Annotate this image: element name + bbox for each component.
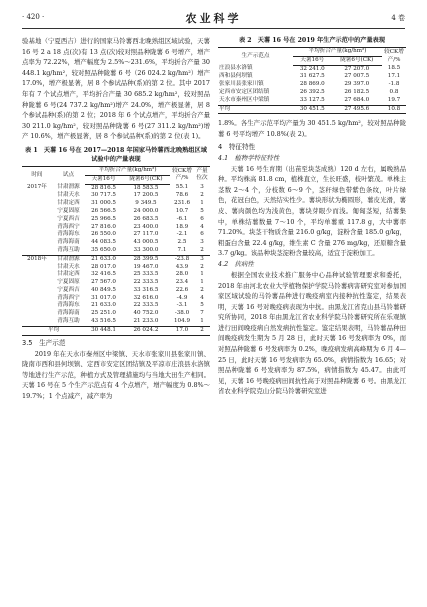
- table-cell: 33 316.5: [133, 286, 159, 293]
- table-cell: -1.8: [388, 81, 400, 88]
- table-cell: 青海互助: [57, 246, 80, 253]
- table-cell: 231.6: [173, 200, 190, 207]
- table-row: [22, 295, 210, 303]
- table-cell: 平均: [218, 105, 293, 114]
- table-cell: [22, 216, 52, 224]
- table-cell: 5: [200, 207, 204, 214]
- t1-col-rank: 产量位次: [196, 167, 208, 182]
- table-cell: 35 650.0: [91, 246, 116, 253]
- t1-col-tianshu16: 天薯16号: [85, 175, 122, 184]
- paragraph-botanical-traits: 天薯 16 号生育期（出苗至块茎成熟）120 d 左右，属晚熟品种。平均株高 81.8 cm，植株直立，生长旺盛，枝叶繁茂。单株主茎数 2～4 个，分枝数 6～9 个，茎秆绿色带紫色条纹，叶片绿色，花冠白色，天然结实性少。薯块形状为椭圆形，薯皮光滑，薯皮、薯肉颜色均为浅黄色，薯块芽眼少而浅。匍匐茎短，结薯集中，单株结薯数量 7～10 个，平均单薯重 117.8 g，大中薯率 71.20%。块茎干物质含量 216.0 g/kg，淀粉含量 185.0 g/kg，粗蛋白含量 22.4 g/kg，维生素 C 含量 276 mg/kg，还原糖含量 3.7 g/kg。该品种块茎淀粉含量较高，适宜于淀粉加工。: [218, 164, 406, 258]
- table-row: [22, 247, 210, 255]
- table-cell: 天水市秦州区中梁镇: [219, 96, 270, 103]
- t1-col-site: 试点: [62, 171, 75, 178]
- table-cell: 21 233.0: [133, 318, 159, 325]
- table-cell: 宁夏西吉: [57, 215, 80, 222]
- table-row: [22, 239, 210, 247]
- table-row: [22, 302, 210, 310]
- table-cell: 甘肃定西: [57, 200, 80, 207]
- table-cell: 31 017.0: [91, 294, 116, 301]
- table-cell: 29 397.0: [344, 81, 370, 88]
- table1-yield: [22, 166, 210, 336]
- table-cell: 31 627.5: [299, 73, 325, 80]
- table-cell: -23.8: [170, 255, 194, 263]
- table-cell: 1: [200, 318, 204, 325]
- table-cell: 1: [200, 200, 204, 207]
- table-cell: 26 550.0: [91, 231, 116, 238]
- table-cell: 2.5: [177, 239, 187, 246]
- table-row: [218, 97, 406, 105]
- table-cell: 3: [200, 184, 204, 191]
- table-cell: 30 448.1: [85, 326, 122, 335]
- t1-col-increase: 较CK增产/%: [172, 167, 192, 182]
- table-cell: 张家川县张家川镇: [219, 81, 264, 88]
- table-cell: 4: [200, 294, 204, 301]
- table-cell: 10.8: [382, 105, 406, 114]
- table-cell: 5: [200, 302, 204, 309]
- table-cell: 19.7: [387, 96, 401, 103]
- table-cell: 30 717.5: [91, 192, 116, 199]
- table-cell: 40 752.0: [133, 310, 159, 317]
- table-cell: 2018年: [22, 255, 52, 263]
- table-cell: 7: [200, 310, 204, 317]
- paragraph-disease-resistance: 根据全国农业技术推广服务中心品种试验管理要求和委托，2018 年由河北农业大学植物保护学院马铃薯病害研究室对参加国家区域试验的马铃薯品种进行晚疫病室内接种抗性鉴定，结果表明，天薯 16 号对晚疫病表现为中抗。由黑龙江省克山县马铃薯研究所协同，2018 年由黑龙江省农业科学院马铃薯研究所在乐观镇进行田间晚疫病自然发病抗性鉴定。鉴定结果表明，马铃薯品种田间晚疫病发生期为 5 月 28 日，此时天薯 16 号发病率为 0%，而对照品种陇薯 6 号发病率为 0.2%，晚疫病发病高峰期为 6 月 4—25 日，此时天薯 16 号发病率为 65.0%，病情指数为 16.65；对照品种陇薯 6 号发病率为 87.5%，病情指数为 45.47。由此可见，天薯 16 号晚疫病田间抗性高于对照品种陇薯 6 号。由黑龙江省农业科学院克山分院马铃薯研究室进: [218, 270, 406, 396]
- table-cell: -3.1: [176, 302, 188, 309]
- table-row: [22, 264, 210, 272]
- table-row: [22, 192, 210, 200]
- table-cell: 2: [200, 286, 204, 293]
- table-cell: 27 495.6: [332, 105, 382, 114]
- section-3-5-heading: 3.5 生产示范: [22, 338, 66, 347]
- table-cell: 27 567.0: [91, 279, 116, 286]
- table-cell: 33 127.5: [299, 96, 325, 103]
- table1-average-row: [22, 326, 210, 335]
- table-cell: 2: [194, 326, 210, 335]
- table-row: [22, 318, 210, 326]
- table-row: [22, 184, 210, 192]
- table-cell: 10.7: [175, 207, 189, 214]
- paragraph-demonstration-cont: 1.8%。各生产示范平均产量为 30 451.5 kg/hm²，较对照品种陇薯 6 号平均增产 10.8%(表 2)。: [218, 119, 406, 138]
- table-cell: [22, 264, 52, 272]
- table-cell: 55.1: [175, 184, 189, 191]
- table-cell: 28 869.0: [299, 81, 325, 88]
- table-cell: 18.5: [387, 65, 401, 72]
- table-cell: 26 182.5: [344, 88, 370, 95]
- table-cell: 27 207.0: [344, 65, 370, 72]
- table-cell: 1: [200, 279, 204, 286]
- table-cell: 22 333.5: [133, 302, 159, 309]
- journal-title: 农业科学: [185, 12, 242, 25]
- section-4-2-heading: 4.2 抗病性: [218, 259, 254, 268]
- table-cell: 青海海东: [57, 302, 80, 309]
- t2-col-increase: 较CK增产/%: [384, 48, 404, 63]
- table-cell: 26 683.5: [133, 215, 159, 222]
- table-cell: 18 583.5: [133, 184, 159, 191]
- table-cell: 宁夏西吉: [57, 286, 80, 293]
- page-number: · 420 ·: [22, 13, 45, 21]
- table-row: [22, 231, 210, 239]
- table-cell: -2.1: [176, 231, 188, 238]
- table-cell: 22.6: [175, 286, 189, 293]
- page-header: [22, 10, 405, 29]
- table-cell: 28 816.5: [91, 184, 116, 191]
- t2-col-tianshu16: 天薯16号: [293, 56, 332, 65]
- table-cell: 28 017.0: [91, 263, 116, 270]
- table-row: [22, 255, 210, 263]
- table-cell: 17.1: [387, 73, 401, 80]
- table-cell: 青海海东: [57, 231, 80, 238]
- table-cell: 23 400.0: [133, 223, 159, 230]
- table-cell: 3: [200, 239, 204, 246]
- table-cell: 甘肃渭源: [52, 255, 85, 263]
- table-cell: 0.8: [389, 88, 399, 95]
- table-cell: 27 117.0: [133, 231, 159, 238]
- table-cell: [22, 247, 52, 255]
- table-row: [218, 89, 406, 97]
- table-row: [218, 81, 406, 89]
- table-cell: [22, 192, 52, 200]
- table-cell: [22, 231, 52, 239]
- table-cell: 青海海南: [57, 239, 80, 246]
- table-cell: 庄浪县水洛镇: [219, 65, 253, 72]
- table-cell: 甘肃天水: [57, 192, 80, 199]
- table-row: [22, 310, 210, 318]
- table-cell: 26 566.5: [91, 207, 116, 214]
- table-cell: [22, 224, 52, 232]
- right-column: [218, 36, 406, 397]
- table2-average-row: [218, 105, 406, 114]
- table-cell: [22, 295, 52, 303]
- table-cell: 25 333.5: [133, 271, 159, 278]
- table-cell: 27 816.0: [91, 223, 116, 230]
- table-row: [22, 279, 210, 287]
- table-cell: -38.0: [174, 310, 190, 317]
- table-cell: 23.4: [175, 279, 189, 286]
- table-cell: 青海西宁: [57, 223, 80, 230]
- table-cell: 40 849.5: [91, 286, 116, 293]
- table2-demonstration: [218, 47, 406, 114]
- table-cell: [22, 318, 52, 326]
- table-cell: 28.0: [175, 271, 189, 278]
- table-cell: [22, 208, 52, 216]
- table-cell: 1: [200, 271, 204, 278]
- table-cell: 44 083.5: [91, 239, 116, 246]
- table-cell: [22, 239, 52, 247]
- table-cell: 6: [200, 215, 204, 222]
- t2-col-yield-group: 平均折合产量(kg/hm²): [293, 48, 382, 57]
- table2-caption: 表 2 天薯 16 号在 2019 年生产示范中的产量表现: [238, 37, 386, 44]
- table-cell: 31 000.5: [91, 200, 116, 207]
- table-cell: 2: [200, 263, 204, 270]
- table2-body: [218, 65, 406, 114]
- table-cell: 甘肃定西: [57, 271, 80, 278]
- table-cell: 33 300.0: [133, 246, 159, 253]
- table-cell: 25 251.0: [91, 310, 116, 317]
- t1-col-longshu6: 陇薯6号(CK): [122, 175, 170, 184]
- table-cell: 7.1: [177, 246, 187, 253]
- table-cell: [22, 279, 52, 287]
- table-cell: 19 467.0: [133, 263, 159, 270]
- table-cell: [22, 287, 52, 295]
- table-cell: 26 392.5: [299, 88, 325, 95]
- left-column: [22, 36, 210, 402]
- table-row: [22, 216, 210, 224]
- paragraph-demonstration: 2019 年在天水市秦州区中梁镇、天水市张家川县张家川镇、陇南市西和县何坝镇、定西市安定区团结镇及平凉市庄浪县水洛镇等地进行生产示范，种植方式及管理措施均与当地大田生产相同。天薯 16 号在 5 个生产示范点有 4 个点增产，增产幅度为 0.8%～19.7%；1 个点减产，减产率为: [22, 349, 210, 401]
- table-row: [22, 208, 210, 216]
- t1-col-year: 时间: [31, 171, 43, 178]
- table-cell: -4.9: [176, 294, 188, 301]
- table-cell: 24 000.0: [133, 207, 159, 214]
- table-cell: 9 349.5: [135, 200, 157, 207]
- table-cell: 43 516.5: [91, 318, 116, 325]
- table-cell: 32 616.0: [133, 294, 159, 301]
- table-cell: 西和县何坝镇: [219, 73, 253, 80]
- issue-label: 4 卷: [391, 14, 405, 22]
- t2-col-longshu6: 陇薯6号(CK): [332, 56, 382, 65]
- table-cell: 104.9: [173, 318, 190, 325]
- table-cell: 26 024.2: [122, 326, 170, 335]
- table-cell: 17 200.5: [133, 192, 159, 199]
- table1-body: [22, 184, 210, 335]
- table-cell: [22, 271, 52, 279]
- table-row: [22, 224, 210, 232]
- table-cell: 28 399.5: [122, 255, 170, 263]
- table-cell: 17.0: [170, 326, 194, 335]
- table-row: [22, 271, 210, 279]
- table-cell: 43.9: [175, 263, 189, 270]
- table-cell: 平均: [22, 326, 85, 335]
- table-cell: 27 007.5: [344, 73, 370, 80]
- table-cell: 甘肃渭源: [57, 184, 80, 191]
- table-cell: 32 416.5: [91, 271, 116, 278]
- table-cell: 2: [200, 192, 204, 199]
- table-cell: -6.1: [176, 215, 188, 222]
- table-cell: 30 451.5: [293, 105, 332, 114]
- table-cell: 43 000.5: [133, 239, 159, 246]
- table-cell: 25 966.5: [91, 215, 116, 222]
- table-cell: 宁夏固原: [57, 279, 80, 286]
- t1-col-yield-group: 平均折合产量(kg/hm²): [85, 166, 170, 175]
- table-cell: 2017年: [26, 184, 47, 191]
- table-cell: [22, 200, 52, 208]
- table-cell: 青海互助: [57, 318, 80, 325]
- section-4-heading: 4 特征特性: [218, 142, 256, 151]
- table-cell: 定西市安定区团结镇: [219, 88, 270, 95]
- table-cell: 27 684.0: [344, 96, 370, 103]
- section-4-1-heading: 4.1 植物学特征特性: [218, 153, 280, 162]
- table-cell: 青海西宁: [57, 294, 80, 301]
- table-cell: 青海海南: [57, 310, 80, 317]
- table-row: [22, 200, 210, 208]
- table-cell: 21 633.0: [91, 302, 116, 309]
- table-cell: 21 633.0: [85, 255, 122, 263]
- paragraph-regional-trial: 验基地（宁夏西吉）进行的国家马铃薯西北晚熟组区域试验，天薯 16 号 2 a 18 点(次)有 13 点(次)较对照品种陇薯 6 号增产，增产点率为 72.22%，增产幅度为 2.5%～231.6%，平均折合产量 30 448.1 kg/hm²，较对照品种陇薯 6 号（26 024.2 kg/hm²）增产 17.0%，增产极显著，居 8 个参试品种(系)的第 2 位。其中 2017 年有 7 个试点增产，平均折合产量 30 685.2 kg/hm²，较对照品种陇薯 6 号(24 737.2 kg/hm²)增产 24.0%，增产极显著，居 8 个参试品种(系)的第 2 位；2018 年 6 个试点增产，平均折合产量 30 211.0 kg/hm²，较对照品种陇薯 6 号(27 311.2 kg/hm²)增产 10.6%，增产极显著，居 8 个参试品种(系)的第 2 位(表 1)。: [22, 37, 210, 141]
- table-cell: 6: [200, 231, 204, 238]
- table-cell: 22 333.5: [133, 279, 159, 286]
- table-cell: 3: [194, 255, 210, 263]
- table1-caption: 表 1 天薯 16 号在 2017—2018 年国家马铃薯西北晚熟组区域试验中的产量表现: [25, 146, 207, 163]
- table-cell: 32 241.0: [299, 65, 325, 72]
- table-cell: 4: [200, 223, 204, 230]
- table-row: [22, 287, 210, 295]
- table-cell: 甘肃天水: [57, 263, 80, 270]
- table-cell: [22, 302, 52, 310]
- table-cell: [22, 310, 52, 318]
- table-cell: 78.6: [175, 192, 189, 199]
- t2-col-site: 生产示范点: [241, 52, 270, 59]
- table-cell: 2: [200, 246, 204, 253]
- table-cell: 18.9: [175, 223, 189, 230]
- table-cell: 宁夏固原: [57, 207, 80, 214]
